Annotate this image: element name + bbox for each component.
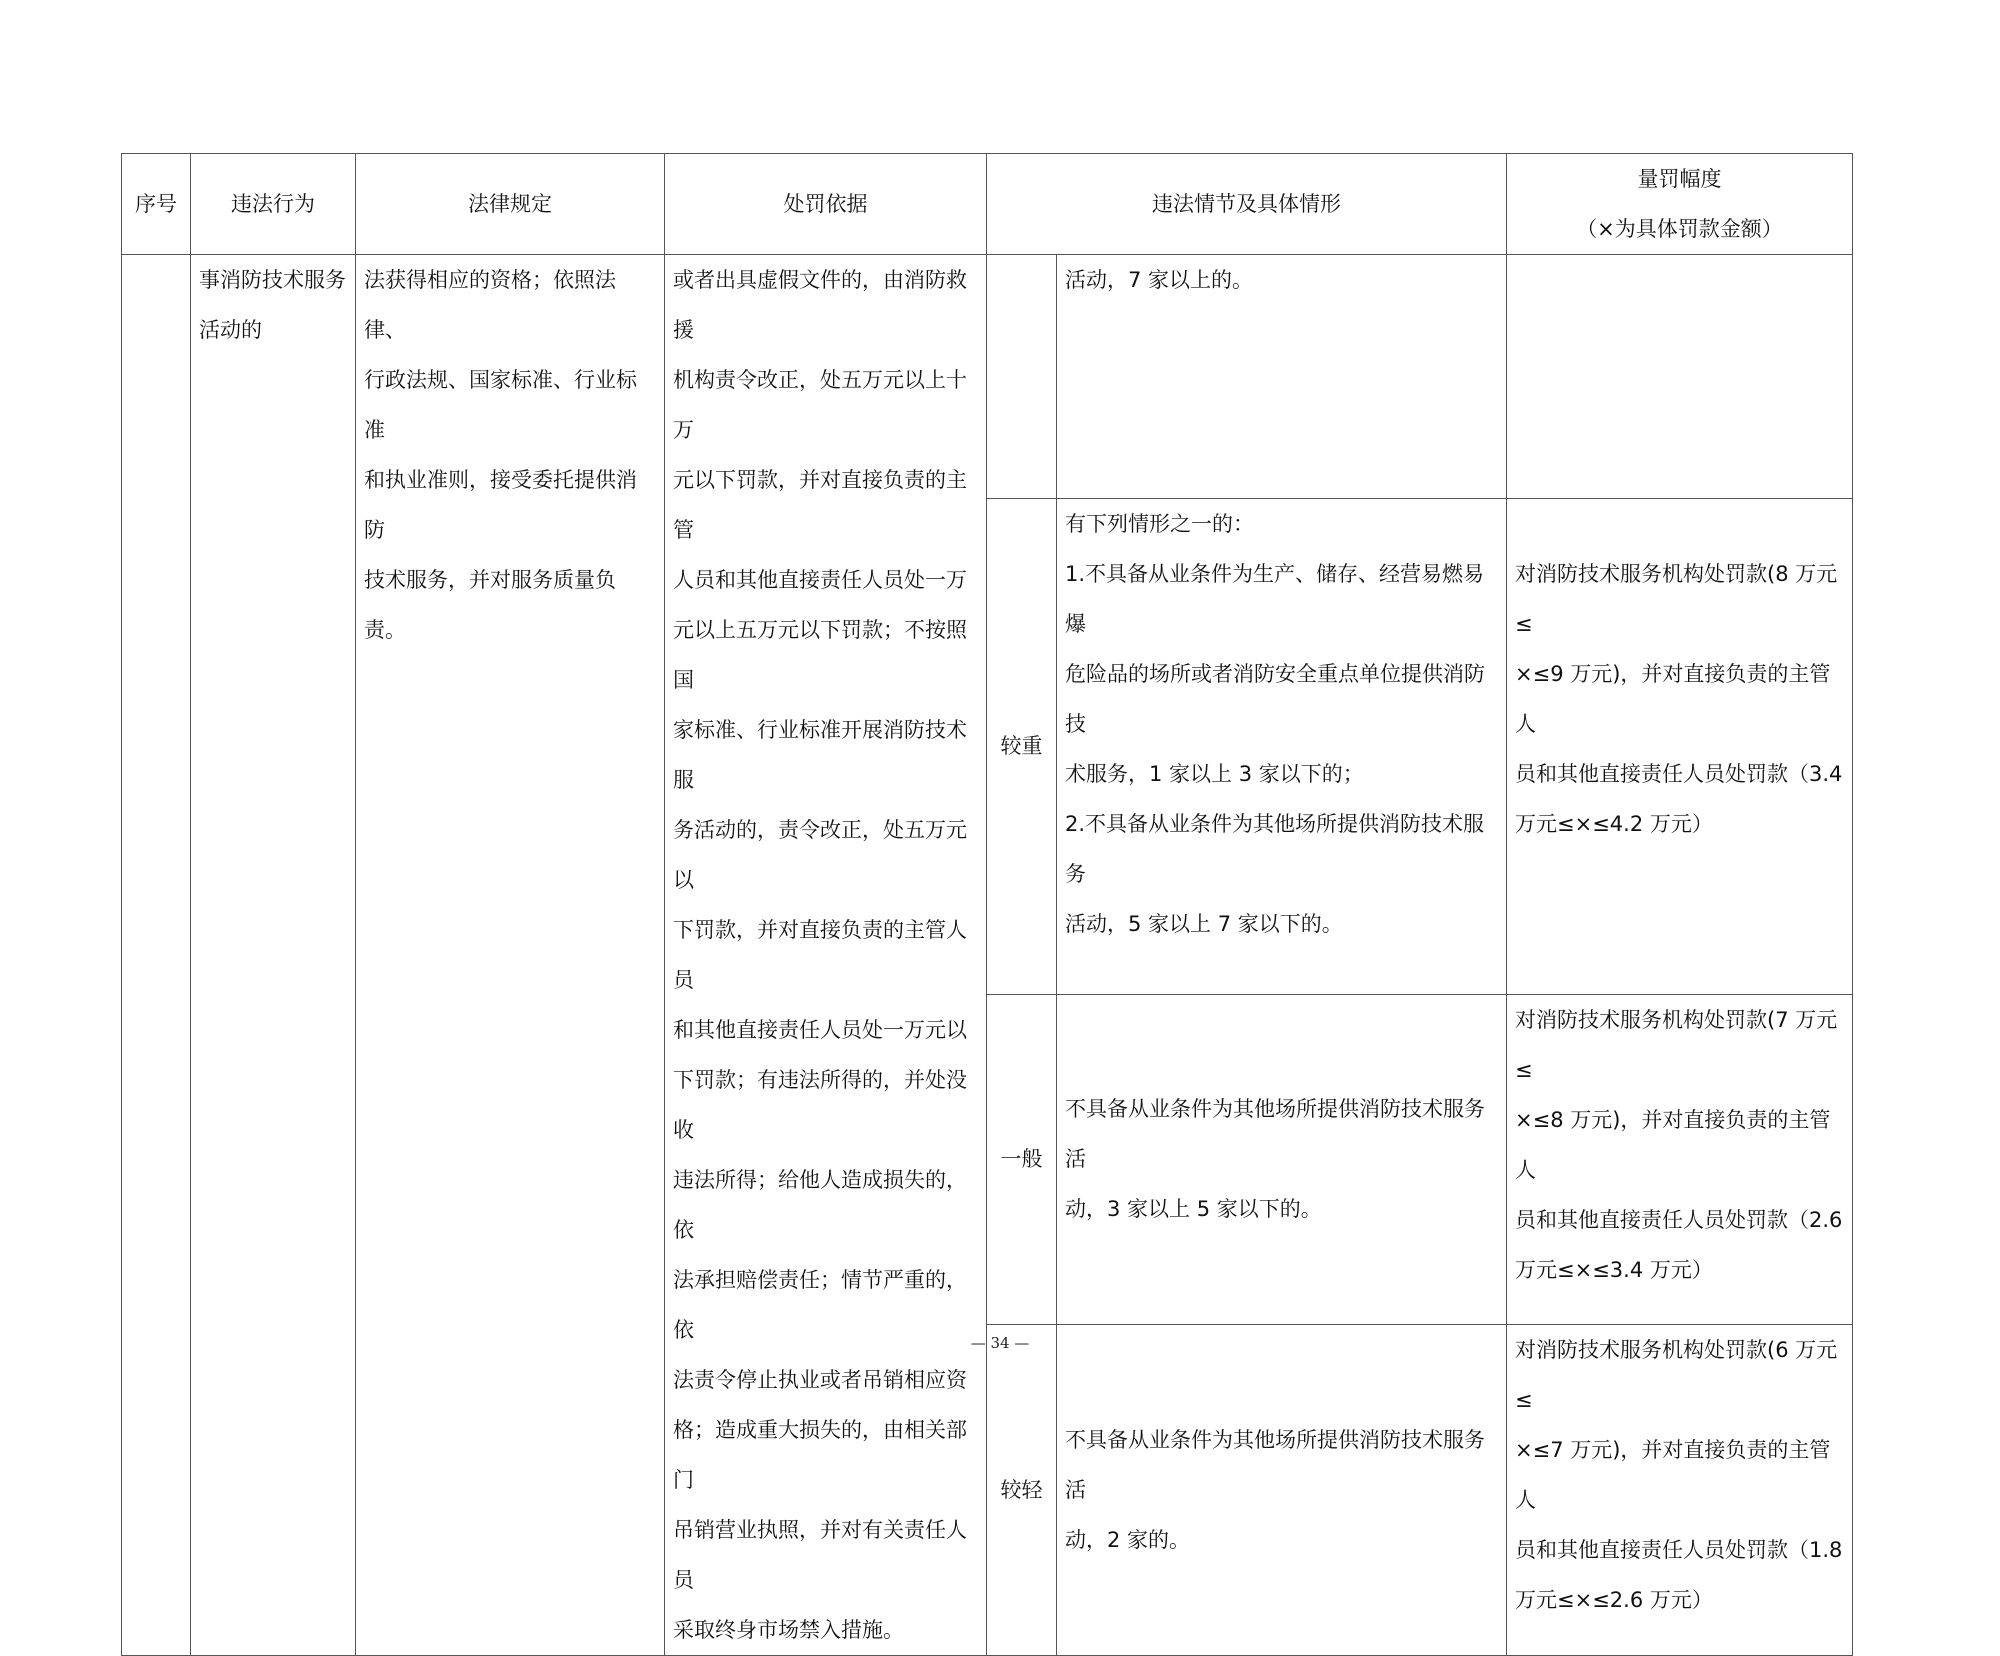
table-header-row: [122, 154, 1853, 255]
range-line: 员和其他直接责任人员处罚款（2.6: [1515, 1207, 1843, 1232]
range-line: ×≤8 万元)，并对直接负责的主管人: [1515, 1107, 1831, 1182]
cell-legal-provision: [356, 255, 665, 1656]
circumstance-line: 危险品的场所或者消防安全重点单位提供消防技: [1065, 661, 1485, 736]
cell-no: [122, 255, 191, 1656]
circumstance-line: 1.不具备从业条件为生产、储存、经营易燃易爆: [1065, 561, 1485, 636]
cell-circumstance: [1057, 994, 1507, 1325]
page-number: — 34 —: [970, 1334, 1030, 1352]
range-line: 员和其他直接责任人员处罚款（3.4: [1515, 761, 1843, 786]
header-range-title: 量罚幅度: [1637, 167, 1722, 191]
law-line: 法获得相应的资格；依照法律、: [364, 268, 616, 342]
circumstance-line: 有下列情形之一的：: [1065, 511, 1254, 536]
cell-circumstance: [1057, 498, 1507, 994]
cell-level: 一般: [987, 994, 1057, 1325]
cell-penalty-range: [1507, 255, 1853, 499]
law-line: 技术服务，并对服务质量负责。: [364, 568, 616, 642]
circumstance-line: 活动，7 家以上的。: [1065, 268, 1254, 292]
circumstance-line: 不具备从业条件为其他场所提供消防技术服务活: [1065, 1097, 1485, 1172]
header-no: 序号: [122, 154, 191, 255]
range-line: 万元≤×≤2.6 万元）: [1515, 1588, 1713, 1613]
range-line: 对消防技术服务机构处罚款(7 万元≤: [1515, 1007, 1838, 1082]
cell-circumstance: [1057, 255, 1507, 499]
basis-line: 下罚款，并对直接负责的主管人员: [673, 918, 967, 992]
header-circumstance: 违法情节及具体情形: [987, 154, 1507, 255]
range-line: 对消防技术服务机构处罚款(6 万元≤: [1515, 1338, 1838, 1413]
circumstance-line: 动，3 家以上 5 家以下的。: [1065, 1197, 1322, 1222]
circumstance-line: 术服务，1 家以上 3 家以下的；: [1065, 761, 1364, 786]
range-line: 万元≤×≤4.2 万元）: [1515, 811, 1713, 836]
header-range-note: （×为具体罚款金额）: [1576, 217, 1783, 241]
basis-line: 家标准、行业标准开展消防技术服: [673, 718, 967, 792]
basis-line: 务活动的，责令改正，处五万元以: [673, 818, 967, 892]
cell-penalty-range: [1507, 994, 1853, 1325]
range-line: ×≤7 万元)，并对直接负责的主管人: [1515, 1438, 1831, 1513]
range-line: 员和其他直接责任人员处罚款（1.8: [1515, 1538, 1843, 1563]
header-legal-provision: 法律规定: [356, 154, 665, 255]
table-row: [122, 255, 1853, 499]
basis-line: 违法所得；给他人造成损失的，依: [673, 1168, 967, 1242]
range-line: 对消防技术服务机构处罚款(8 万元≤: [1515, 561, 1838, 636]
basis-line: 人员和其他直接责任人员处一万: [673, 568, 967, 592]
range-line: ×≤9 万元)，并对直接负责的主管人: [1515, 661, 1831, 736]
circumstance-line: 动，2 家的。: [1065, 1528, 1191, 1553]
cell-circumstance: [1057, 1325, 1507, 1656]
cell-level: [987, 255, 1057, 499]
circumstance-line: 2.不具备从业条件为其他场所提供消防技术服务: [1065, 811, 1485, 886]
basis-line: 吊销营业执照，并对有关责任人员: [673, 1518, 967, 1592]
law-line: 行政法规、国家标准、行业标准: [364, 368, 637, 442]
basis-line: 元以上五万元以下罚款；不按照国: [673, 618, 967, 692]
basis-line: 或者出具虚假文件的，由消防救援: [673, 268, 967, 342]
basis-line: 机构责令改正，处五万元以上十万: [673, 368, 967, 442]
cell-level: 较重: [987, 498, 1057, 994]
basis-line: 下罚款；有违法所得的，并处没收: [673, 1068, 967, 1142]
basis-line: 法责令停止执业或者吊销相应资: [673, 1368, 967, 1392]
basis-line: 格；造成重大损失的，由相关部门: [673, 1418, 967, 1492]
header-penalty-basis: 处罚依据: [665, 154, 987, 255]
cell-violation-act: [191, 255, 356, 1656]
basis-line: 和其他直接责任人员处一万元以: [673, 1018, 967, 1042]
cell-penalty-basis: [665, 255, 987, 1656]
range-line: 万元≤×≤3.4 万元）: [1515, 1257, 1713, 1282]
header-penalty-range: [1507, 154, 1853, 255]
act-line: 活动的: [199, 318, 262, 342]
basis-line: 法承担赔偿责任；情节严重的，依: [673, 1268, 967, 1342]
cell-level: 较轻: [987, 1325, 1057, 1656]
header-violation-act: 违法行为: [191, 154, 356, 255]
basis-line: 采取终身市场禁入措施。: [673, 1618, 904, 1642]
act-line: 事消防技术服务: [199, 268, 346, 292]
penalty-table: [121, 153, 1853, 1656]
law-line: 和执业准则，接受委托提供消防: [364, 468, 637, 542]
circumstance-line: 活动，5 家以上 7 家以下的。: [1065, 911, 1343, 936]
circumstance-line: 不具备从业条件为其他场所提供消防技术服务活: [1065, 1428, 1485, 1503]
cell-penalty-range: [1507, 1325, 1853, 1656]
cell-penalty-range: [1507, 498, 1853, 994]
basis-line: 元以下罚款，并对直接负责的主管: [673, 468, 967, 542]
